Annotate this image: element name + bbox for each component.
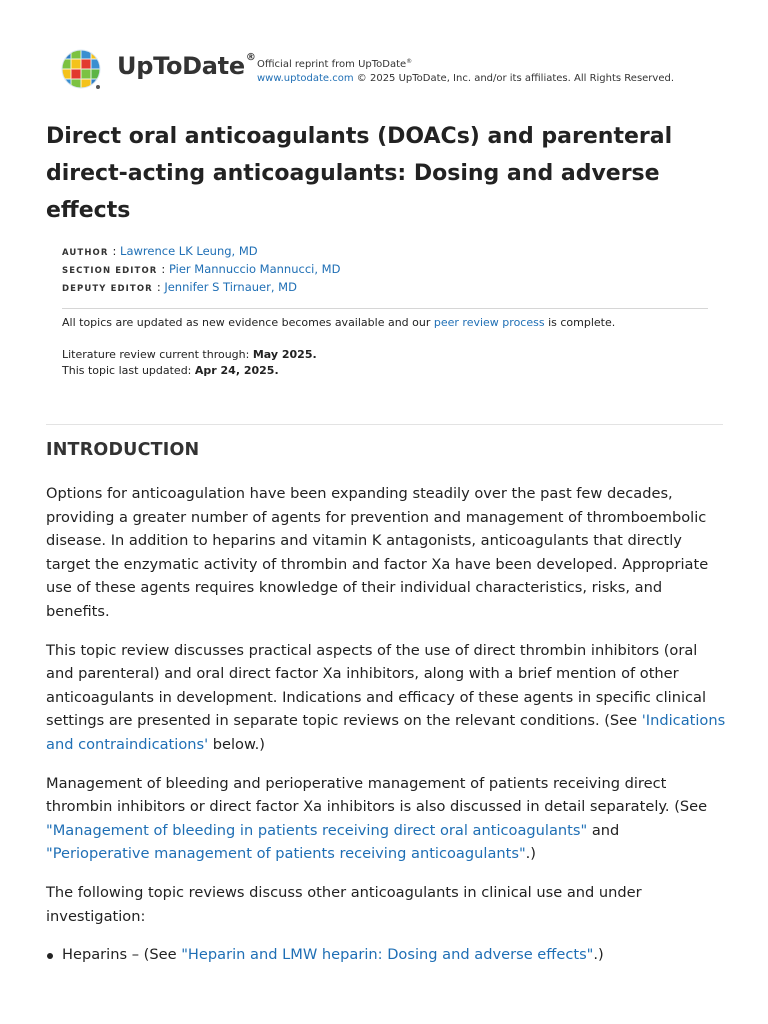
list-item: Heparins – (See "Heparin and LMW heparin: Dosing and adverse effects".)	[46, 943, 726, 967]
author-list	[62, 243, 340, 297]
author-row: AUTHOR : Lawrence LK Leung, MD	[62, 244, 258, 258]
last-updated-date: This topic last updated: Apr 24, 2025.	[62, 364, 279, 377]
article-body	[46, 482, 726, 967]
deputy-editor-link[interactable]: Jennifer S Tirnauer, MD	[164, 280, 297, 294]
uptodate-url-link[interactable]: www.uptodate.com	[257, 73, 354, 84]
section-editor-link[interactable]: Pier Mannuccio Mannucci, MD	[168, 262, 341, 276]
uptodate-globe-logo-icon[interactable]	[60, 48, 104, 92]
paragraph: The following topic reviews discuss other anticoagulants in clinical use and under investigation:	[46, 883, 642, 925]
section-editor-row: SECTION EDITOR : Pier Mannuccio Mannucci, MD	[62, 262, 341, 276]
paragraph: Management of bleeding and perioperative management of patients receiving direct thrombin inhibitors or direct factor Xa inhibitors is also discussed in detail separately. (See "Management of bleeding in patients receiving direct oral anticoagulants" and "Perioperative management of patients receiving anticoagulants".)	[46, 774, 708, 863]
paragraph: This topic review discusses practical aspects of the use of direct thrombin inhibitors (oral and parenteral) and oral direct factor Xa inhibitors, along with a brief mention of other anticoagulants in development. Indications and efficacy of these agents in specific clinical settings are presented in separate topic reviews on the relevant conditions. (See 'Indications and contraindications' below.)	[46, 641, 726, 753]
peer-review-link[interactable]: peer review process	[433, 316, 545, 329]
bleeding-management-link[interactable]: "Management of bleeding in patients receiving direct oral anticoagulants"	[46, 821, 588, 839]
section-heading-introduction: INTRODUCTION	[46, 440, 200, 460]
brand-name: UpToDate®	[117, 52, 256, 80]
heparin-dosing-link[interactable]: "Heparin and LMW heparin: Dosing and adverse effects"	[181, 946, 594, 964]
indications-link[interactable]: 'Indications and contraindications'	[46, 712, 726, 753]
divider	[62, 308, 708, 309]
header	[60, 48, 740, 92]
literature-review-date: Literature review current through: May 2025.	[62, 348, 317, 361]
author-role: AUTHOR	[62, 248, 109, 258]
topic-meta	[62, 315, 722, 379]
divider	[46, 424, 723, 425]
paragraph: Options for anticoagulation have been expanding steadily over the past few decades, providing a greater number of agents for prevention and management of thromboembolic disease. In addition to heparins and vitamin K antagonists, anticoagulants that directly target the enzymatic activity of thrombin and factor Xa have been developed. Appropriate use of these agents requires knowledge of their individual characteristics, risks, and benefits.	[46, 485, 709, 620]
deputy-editor-row: DEPUTY EDITOR : Jennifer S Tirnauer, MD	[62, 280, 297, 294]
reprint-notice: Official reprint from UpToDate® www.uptodate.com © 2025 UpToDate, Inc. and/or its affiliates. All Rights Reserved.	[257, 58, 675, 84]
article-title: Direct oral anticoagulants (DOACs) and parenteral direct-acting anticoagulants: Dosing and adverse effects	[46, 124, 673, 223]
topic-list	[46, 943, 726, 967]
author-link[interactable]: Lawrence LK Leung, MD	[120, 244, 258, 258]
section-editor-role: SECTION EDITOR	[62, 266, 158, 276]
perioperative-management-link[interactable]: "Perioperative management of patients receiving anticoagulants"	[46, 845, 526, 863]
deputy-editor-role: DEPUTY EDITOR	[62, 284, 153, 294]
review-note: All topics are updated as new evidence becomes available and our peer review process is complete.	[62, 316, 616, 329]
